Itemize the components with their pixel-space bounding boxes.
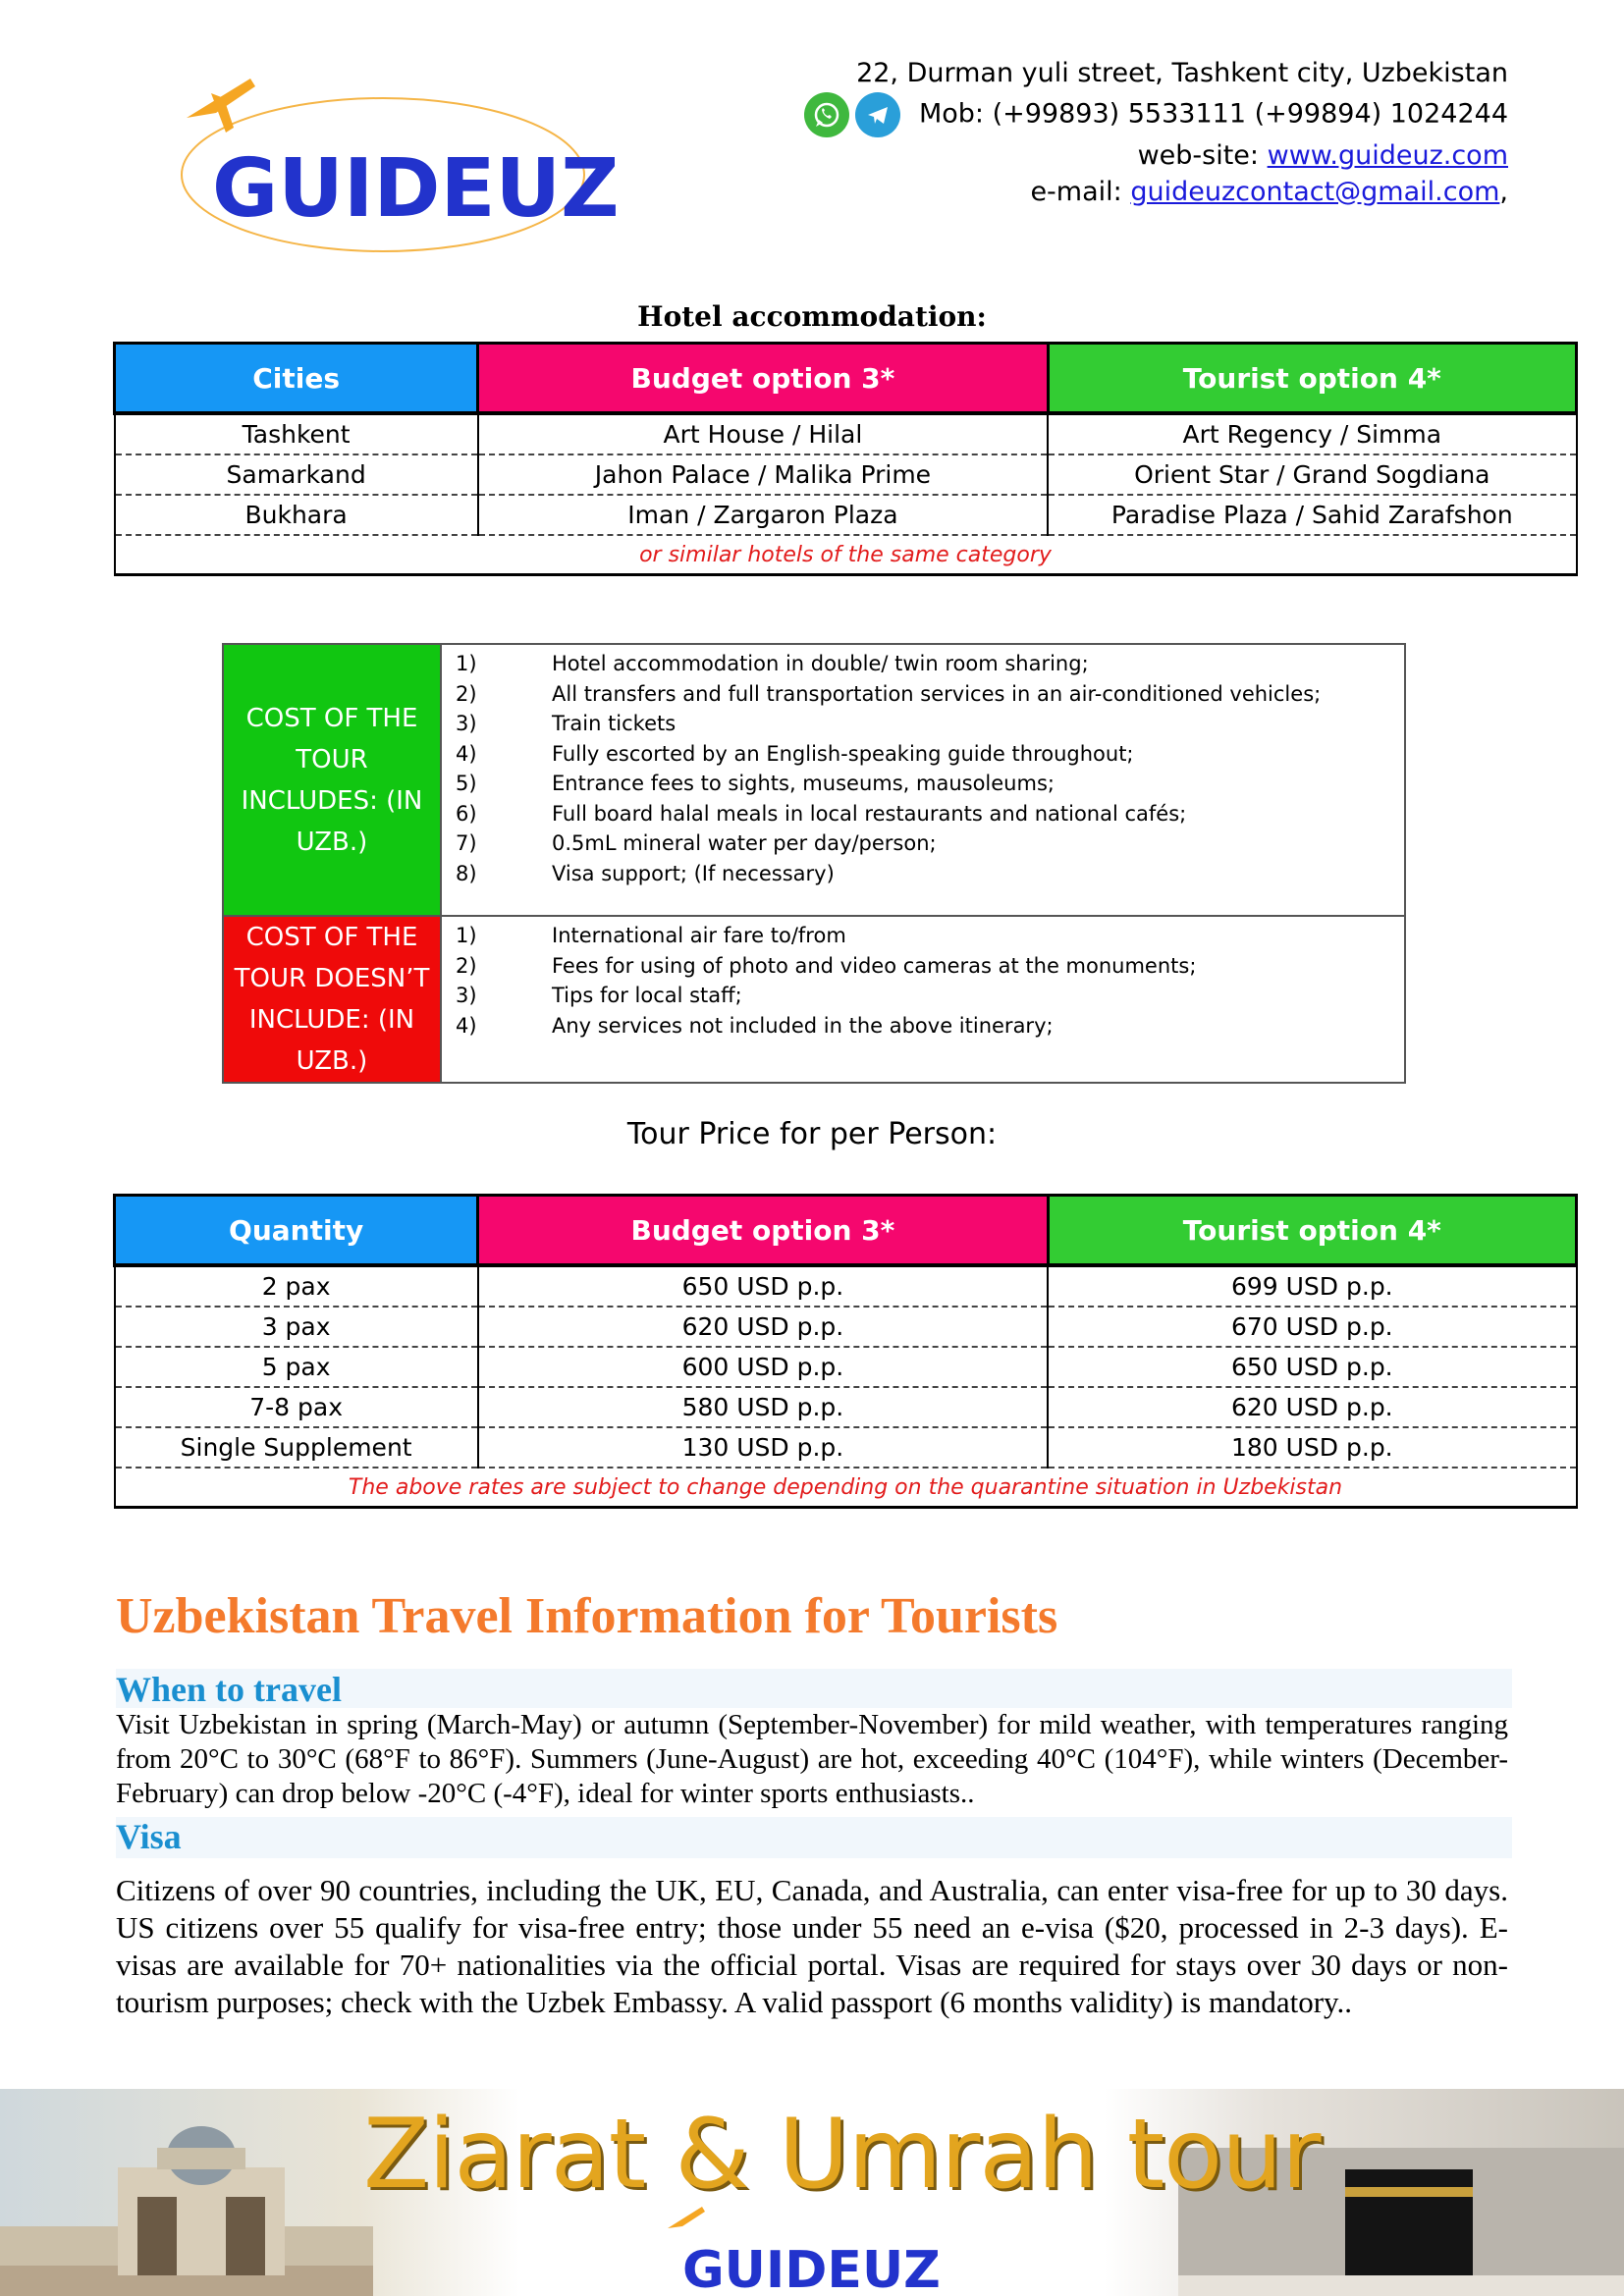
price-title: Tour Price for per Person:: [626, 1117, 998, 1151]
mobile-label: Mob:: [918, 98, 984, 129]
tourist-price-cell: 180 USD p.p.: [1048, 1427, 1576, 1468]
hotel-table: [113, 342, 1578, 576]
banner-logo-text: GUIDEUZ: [682, 2241, 941, 2296]
table-row: [115, 1307, 1577, 1347]
includes-label: COST OF THE TOUR INCLUDES: (IN UZB.): [224, 645, 442, 915]
quantity-cell: 7-8 pax: [115, 1387, 478, 1427]
address: 22, Durman yuli street, Tashkent city, Uzbekistan: [856, 58, 1508, 88]
list-item: 1) International air fare to/from: [456, 924, 846, 947]
price-table: [113, 1194, 1578, 1509]
when-heading: When to travel: [116, 1670, 342, 1709]
list-item: 1) Hotel accommodation in double/ twin room sharing;: [456, 652, 1089, 675]
banner-title: Ziarat & Umrah tour: [363, 2099, 1321, 2211]
header-cities: Cities: [115, 344, 478, 414]
excludes-label: COST OF THE TOUR DOESN’T INCLUDE: (IN UZB.): [224, 917, 442, 1082]
budget-price-cell: 600 USD p.p.: [478, 1347, 1048, 1387]
banner-logo: [648, 2199, 941, 2296]
email-link[interactable]: guideuzcontact@gmail.com: [1130, 177, 1500, 207]
list-item: 3) Tips for local staff;: [456, 984, 742, 1007]
tourist-hotel-cell: Orient Star / Grand Sogdiana: [1048, 454, 1576, 495]
budget-price-cell: 130 USD p.p.: [478, 1427, 1048, 1468]
list-item: 4) Any services not included in the above itinerary;: [456, 1013, 1054, 1038]
hotel-title: Hotel accommodation:: [637, 300, 987, 333]
list-item: 4) Fully escorted by an English-speaking guide throughout;: [456, 741, 1134, 766]
budget-price-cell: 650 USD p.p.: [478, 1265, 1048, 1307]
list-item: 7) 0.5mL mineral water per day/person;: [456, 831, 937, 855]
price-note: The above rates are subject to change depending on the quarantine situation in Uzbekistan: [115, 1468, 1577, 1508]
tourist-price-cell: 699 USD p.p.: [1048, 1265, 1576, 1307]
table-row: [115, 495, 1577, 535]
city-cell: Bukhara: [115, 495, 478, 535]
budget-price-cell: 620 USD p.p.: [478, 1307, 1048, 1347]
budget-hotel-cell: Jahon Palace / Malika Prime: [478, 454, 1048, 495]
table-row: [115, 1265, 1577, 1307]
list-item: 2) Fees for using of photo and video cameras at the monuments;: [456, 953, 1197, 978]
table-row: [115, 454, 1577, 495]
tourist-price-cell: 670 USD p.p.: [1048, 1307, 1576, 1347]
company-logo: [157, 59, 620, 265]
visa-heading: Visa: [116, 1817, 182, 1856]
tourist-price-cell: 620 USD p.p.: [1048, 1387, 1576, 1427]
whatsapp-icon[interactable]: [804, 92, 849, 137]
list-item: 8) Visa support; (If necessary): [456, 861, 835, 885]
excludes-list: [442, 917, 1404, 1082]
visa-text: Citizens of over 90 countries, including the UK, EU, Canada, and Australia, can enter visa-free for up to 30 days. US citizens over 55 qualify for visa-free entry; those under 55 need an e-visa ($20, processed in 2-3 days). E-visas are available for 70+ nationalities via the official portal. Visas are required for stays over 30 days or non-tourism purposes; check with the Uzbek Embassy. A valid passport (6 months validity) is mandatory..: [116, 1873, 1508, 2019]
city-cell: Samarkand: [115, 454, 478, 495]
list-item: 3) Train tickets: [456, 712, 677, 735]
budget-hotel-cell: Iman / Zargaron Plaza: [478, 495, 1048, 535]
tour-inclusions-box: [222, 643, 1406, 1084]
list-item: 5) Entrance fees to sights, museums, mausoleums;: [456, 772, 1055, 795]
quantity-cell: 3 pax: [115, 1307, 478, 1347]
header-quantity: Quantity: [115, 1196, 478, 1266]
header-budget: Budget option 3*: [478, 344, 1048, 414]
includes-list: [442, 645, 1404, 915]
table-row: [115, 413, 1577, 454]
table-row: [115, 1427, 1577, 1468]
mobile-numbers: (+99893) 5533111 (+99894) 1024244: [992, 98, 1508, 129]
header-budget: Budget option 3*: [478, 1196, 1048, 1266]
when-text: Visit Uzbekistan in spring (March-May) or autumn (September-November) for mild weather, with temperatures ranging from 20°C to 30°C (68°F to 86°F). Summers (June-August) are hot, exceeding 40°C (104°F), while winters (December-February) can drop below -20°C (-4°F), ideal for winter sports enthusiasts..: [116, 1709, 1508, 1809]
tourist-price-cell: 650 USD p.p.: [1048, 1347, 1576, 1387]
city-cell: Tashkent: [115, 413, 478, 454]
header-tourist: Tourist option 4*: [1048, 344, 1576, 414]
website-link[interactable]: www.guideuz.com: [1267, 139, 1508, 171]
logo-text: GUIDEUZ: [212, 142, 620, 236]
info-title: Uzbekistan Travel Information for Tourists: [116, 1588, 1058, 1644]
list-item: 2) All transfers and full transportation services in an air-conditioned vehicles;: [456, 681, 1322, 706]
quantity-cell: 2 pax: [115, 1265, 478, 1307]
telegram-icon[interactable]: [855, 92, 900, 137]
budget-hotel-cell: Art House / Hilal: [478, 413, 1048, 454]
table-row: [115, 1387, 1577, 1427]
email-label: e-mail:: [1030, 177, 1122, 207]
hotel-note: or similar hotels of the same category: [115, 535, 1577, 575]
quantity-cell: Single Supplement: [115, 1427, 478, 1468]
header-tourist: Tourist option 4*: [1048, 1196, 1576, 1266]
contact-block: 22, Durman yuli street, Tashkent city, Uzbekistan Mob: (+99893) 5533111 (+99894) 1024244 web-site: www.guideuz.com e-mail: guideuzcontact@gmail.com,: [804, 55, 1508, 211]
tourist-hotel-cell: Paradise Plaza / Sahid Zarafshon: [1048, 495, 1576, 535]
footer-banner: [0, 2089, 1624, 2296]
table-row: [115, 1347, 1577, 1387]
budget-price-cell: 580 USD p.p.: [478, 1387, 1048, 1427]
quantity-cell: 5 pax: [115, 1347, 478, 1387]
website-label: web-site:: [1137, 139, 1260, 171]
list-item: 6) Full board halal meals in local restaurants and national cafés;: [456, 801, 1187, 826]
tourist-hotel-cell: Art Regency / Simma: [1048, 413, 1576, 454]
